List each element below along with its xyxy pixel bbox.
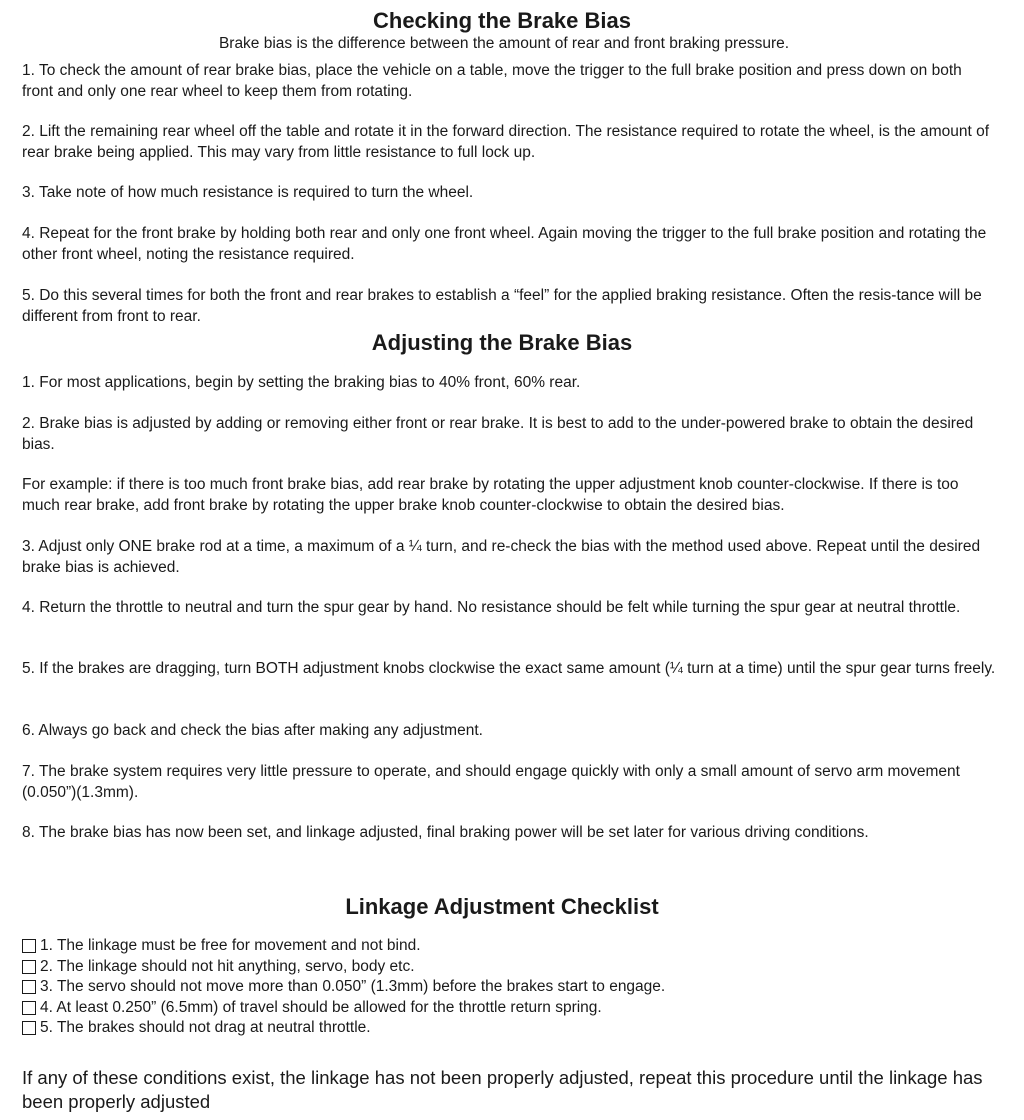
adjusting-step-1: 1. For most applications, begin by setting the braking bias to 40% front, 60% rear. — [22, 374, 581, 391]
adjusting-step-2: 2. Brake bias is adjusted by adding or removing either front or rear brake. It is best to add to the under-powered brake to obtain the desired bias. — [22, 415, 974, 453]
checklist-title: Linkage Adjustment Checklist — [345, 894, 659, 919]
adjusting-example: For example: if there is too much front brake bias, add rear brake by rotating the upper adjustment knob counter-clockwise. If there is too much rear brake, add front brake by rotating the upper brake knob counter-clockwise to obtain the desired bias. — [22, 476, 959, 514]
adjusting-step-3: 3. Adjust only ONE brake rod at a time, a maximum of a ¼ turn, and re-check the bias with the method used above. Repeat until the desired brake bias is achieved. — [22, 538, 981, 576]
checkbox[interactable] — [22, 939, 36, 953]
checklist-item-label: 2. The linkage should not hit anything, servo, body etc. — [40, 958, 415, 975]
adjusting-step-5: 5. If the brakes are dragging, turn BOTH adjustment knobs clockwise the exact same amount (¼ turn at a time) until the spur gear turns freely. — [22, 660, 996, 677]
checking-step-5: 5. Do this several times for both the front and rear brakes to establish a “feel” for the applied braking resistance. Often the resis-tance will be different from front to rear. — [22, 287, 982, 325]
checklist-item-label: 3. The servo should not move more than 0.050” (1.3mm) before the brakes start to engage. — [40, 978, 666, 995]
checkbox[interactable] — [22, 960, 36, 974]
checking-step-2: 2. Lift the remaining rear wheel off the table and rotate it in the forward direction. The resistance required to rotate the wheel, is the amount of rear brake being applied. This may vary from little resistance to full lock up. — [22, 123, 990, 161]
checkbox[interactable] — [22, 1001, 36, 1015]
checklist-item — [22, 998, 982, 1018]
adjusting-step-7: 7. The brake system requires very little pressure to operate, and should engage quickly with only a small amount of servo arm movement (0.050”)(1.3mm). — [22, 763, 960, 801]
checking-title: Checking the Brake Bias — [373, 8, 631, 33]
checklist-item — [22, 977, 982, 997]
checkbox[interactable] — [22, 980, 36, 994]
checking-step-3: 3. Take note of how much resistance is required to turn the wheel. — [22, 184, 474, 201]
footer-note: If any of these conditions exist, the linkage has not been properly adjusted, repeat this procedure until the linkage has been properly adjusted — [22, 1067, 983, 1112]
checklist-item — [22, 957, 982, 977]
adjusting-title: Adjusting the Brake Bias — [371, 330, 633, 355]
checklist-item — [22, 936, 982, 956]
checklist-item-label: 1. The linkage must be free for movement and not bind. — [40, 937, 421, 954]
checklist-item — [22, 1018, 982, 1038]
checklist-item-label: 4. At least 0.250” (6.5mm) of travel should be allowed for the throttle return spring. — [40, 999, 602, 1016]
checkbox[interactable] — [22, 1021, 36, 1035]
adjusting-step-4: 4. Return the throttle to neutral and turn the spur gear by hand. No resistance should be felt while turning the spur gear at neutral throttle. — [22, 599, 961, 616]
checklist-item-label: 5. The brakes should not drag at neutral throttle. — [40, 1019, 371, 1036]
checking-subtitle: Brake bias is the difference between the amount of rear and front braking pressure. — [218, 35, 790, 52]
adjusting-step-8: 8. The brake bias has now been set, and linkage adjusted, final braking power will be set later for various driving conditions. — [22, 824, 869, 841]
checking-step-4: 4. Repeat for the front brake by holding both rear and only one front wheel. Again moving the trigger to the full brake position and rotating the other front wheel, noting the resistance required. — [22, 225, 987, 263]
adjusting-step-6: 6. Always go back and check the bias after making any adjustment. — [22, 722, 483, 739]
checking-step-1: 1. To check the amount of rear brake bias, place the vehicle on a table, move the trigger to the full brake position and press down on both front and only one rear wheel to keep them from rotating. — [22, 62, 962, 100]
